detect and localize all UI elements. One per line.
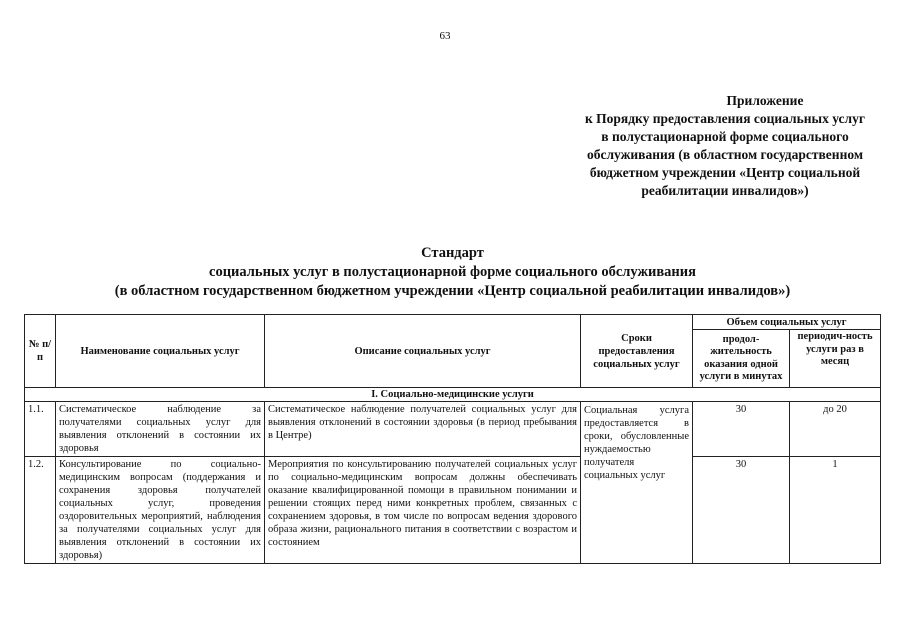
- table-row: [25, 457, 881, 564]
- row-duration: 30: [693, 402, 790, 457]
- row-num: 1.1.: [25, 402, 56, 457]
- title-line: социальных услуг в полустационарной форме социального обслуживания: [209, 264, 696, 280]
- appendix-line: реабилитации инвалидов»): [641, 183, 809, 198]
- row-duration: 30: [693, 457, 790, 564]
- table-row: [25, 402, 881, 457]
- title-line: (в областном государственном бюджетном учреждении «Центр социальной реабилитации инвалидов»): [114, 283, 791, 299]
- header-terms: Сроки предоставления социальных услуг: [581, 315, 693, 388]
- title-line: Стандарт: [421, 245, 484, 261]
- appendix-line: Приложение: [726, 93, 804, 108]
- header-description: Описание социальных услуг: [265, 315, 581, 388]
- services-standard-table: [24, 314, 881, 564]
- row-frequency: до 20: [790, 402, 881, 457]
- row-terms: Социальная услуга предоставляется в сроки, обусловленные нуждаемостью получателя социальных услуг: [581, 402, 693, 564]
- header-name: Наименование социальных услуг: [56, 315, 265, 388]
- standard-title: [0, 244, 905, 301]
- table-header-row: [25, 315, 881, 330]
- row-description: Систематическое наблюдение получателей социальных услуг для выявления отклонений в состоянии здоровья (в период пребывания в Центре): [265, 402, 581, 457]
- section-title: I. Социально-медицинские услуги: [25, 388, 881, 402]
- appendix-line: бюджетном учреждении «Центр социальной: [589, 165, 861, 180]
- appendix-line: обслуживания (в областном государственном: [586, 147, 864, 162]
- header-duration: продол-жительность оказания одной услуги в минутах: [693, 330, 790, 388]
- row-name: Консультирование по социально-медицинским вопросам (поддержания и сохранения здоровья получателей социальных услуг, проведения оздоровительных мероприятий, наблюдения за получателями социальных услуг для выявления отклонений в состоянии их здоровья): [56, 457, 265, 564]
- row-name: Систематическое наблюдение за получателями социальных услуг для выявления отклонений в состоянии их здоровья: [56, 402, 265, 457]
- appendix-heading: [545, 92, 905, 200]
- section-row: [25, 388, 881, 402]
- appendix-line: в полустационарной форме социального: [601, 129, 849, 144]
- header-num: № п/п: [25, 315, 56, 388]
- header-volume-group: Объем социальных услуг: [693, 315, 881, 330]
- row-num: 1.2.: [25, 457, 56, 564]
- page-number: 63: [439, 30, 451, 42]
- row-frequency: 1: [790, 457, 881, 564]
- row-description: Мероприятия по консультированию получателей социальных услуг по социально-медицинским вопросам должны обеспечивать оказание квалифицированной помощи в правильном понимании и решении стоящих перед ними конкретных проблем, связанных с сохранением здоровья, в том числе по вопросам ведения здорового образа жизни, рационального питания в соответствии с возрастом и состоянием: [265, 457, 581, 564]
- header-frequency: периодич-ность услуги раз в месяц: [790, 330, 881, 388]
- appendix-line: к Порядку предоставления социальных услуг: [585, 111, 865, 126]
